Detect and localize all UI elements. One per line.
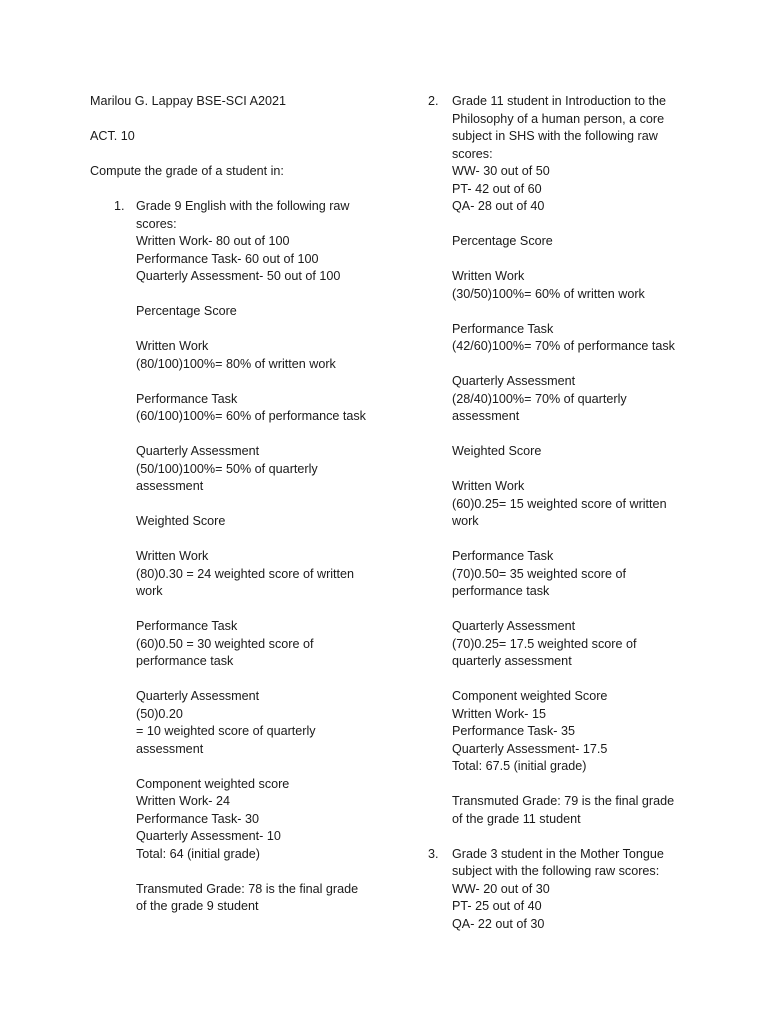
item2-qa-raw: QA- 28 out of 40 bbox=[452, 199, 545, 213]
item1-ww-label: Written Work bbox=[136, 339, 209, 353]
item3-ww-raw: WW- 20 out of 30 bbox=[452, 881, 550, 896]
item1-pt-w-label: Performance Task bbox=[136, 619, 238, 633]
item2-pt-raw: PT- 42 out of 60 bbox=[452, 181, 542, 196]
item1-ww-pct: (80/100)100%= 80% of written work bbox=[136, 356, 336, 371]
item1-qa-w-label: Quarterly Assessment bbox=[136, 689, 260, 703]
item1-comp-pt: Performance Task- 30 bbox=[136, 811, 259, 826]
item2-weighted-heading: Weighted Score bbox=[452, 444, 542, 458]
item2-comp-qa: Quarterly Assessment- 17.5 bbox=[452, 741, 608, 756]
item1-transmuted: Transmuted Grade: 78 is the final grade of the grade 9 student bbox=[136, 881, 359, 913]
item1-comp-qa: Quarterly Assessment- 10 bbox=[136, 829, 281, 843]
item1-qa-w-1: (50)0.20 bbox=[136, 706, 183, 721]
item3-qa-raw: QA- 22 out of 30 bbox=[452, 916, 545, 931]
item2-ww-raw: WW- 30 out of 50 bbox=[452, 164, 550, 178]
item1-comp-ww: Written Work- 24 bbox=[136, 794, 231, 808]
item2-pt-w-label: Performance Task bbox=[452, 549, 554, 563]
item2-ww-w-label: Written Work bbox=[452, 479, 525, 493]
item1-ww-w: (80)0.30 = 24 weighted score of written work bbox=[136, 566, 355, 598]
item2-comp-pt: Performance Task- 35 bbox=[452, 724, 575, 738]
item2-pt-pct: (42/60)100%= 70% of performance task bbox=[452, 339, 675, 353]
item1-weighted-heading: Weighted Score bbox=[136, 514, 226, 528]
item2-comp-heading: Component weighted Score bbox=[452, 689, 608, 703]
item1-intro: Grade 9 English with the following raw scores: bbox=[136, 199, 350, 231]
item1-comp-total: Total: 64 (initial grade) bbox=[136, 846, 260, 861]
item2-percentage-heading: Percentage Score bbox=[452, 234, 553, 248]
item2-ww-pct: (30/50)100%= 60% of written work bbox=[452, 286, 645, 301]
left-column bbox=[90, 93, 370, 916]
item2-qa-w-label: Quarterly Assessment bbox=[452, 619, 576, 633]
item1-qa-pct: (50/100)100%= 50% of quarterly assessment bbox=[136, 461, 318, 493]
right-column bbox=[428, 93, 688, 933]
item1-qa-w-2: = 10 weighted score of quarterly assessment bbox=[136, 724, 316, 756]
item2-transmuted: Transmuted Grade: 79 is the final grade of the grade 11 student bbox=[452, 794, 675, 826]
item3-intro: Grade 3 student in the Mother Tongue subject with the following raw scores: bbox=[452, 846, 664, 878]
instruction-text: Compute the grade of a student in: bbox=[90, 164, 284, 178]
item1-pt-label: Performance Task bbox=[136, 391, 238, 406]
item1-ww-w-label: Written Work bbox=[136, 549, 209, 563]
item1-pt-raw: Performance Task- 60 out of 100 bbox=[136, 251, 319, 266]
item2-intro: Grade 11 student in Introduction to the Philosophy of a human person, a core subject in SHS with the following raw scores: bbox=[452, 94, 667, 161]
item1-pt-w: (60)0.50 = 30 weighted score of performance task bbox=[136, 636, 314, 668]
item2-pt-label: Performance Task bbox=[452, 321, 554, 336]
item1-percentage-heading: Percentage Score bbox=[136, 304, 237, 318]
list-number: 2. bbox=[428, 94, 439, 108]
item2-ww-label: Written Work bbox=[452, 269, 525, 283]
item2-qa-w: (70)0.25= 17.5 weighted score of quarterly assessment bbox=[452, 636, 637, 668]
item1-pt-pct: (60/100)100%= 60% of performance task bbox=[136, 409, 366, 423]
item1-qa-label: Quarterly Assessment bbox=[136, 444, 260, 458]
activity-title: ACT. 10 bbox=[90, 129, 135, 143]
item2-comp-total: Total: 67.5 (initial grade) bbox=[452, 759, 587, 773]
item2-ww-w: (60)0.25= 15 weighted score of written work bbox=[452, 496, 667, 528]
item2-comp-ww: Written Work- 15 bbox=[452, 706, 547, 721]
item3-pt-raw: PT- 25 out of 40 bbox=[452, 899, 542, 913]
list-number: 1. bbox=[114, 199, 125, 213]
item2-pt-w: (70)0.50= 35 weighted score of performance task bbox=[452, 566, 626, 598]
list-item-1 bbox=[90, 198, 370, 916]
author-line: Marilou G. Lappay BSE-SCI A2021 bbox=[90, 94, 287, 108]
item2-qa-label: Quarterly Assessment bbox=[452, 374, 576, 388]
list-item-3 bbox=[428, 846, 688, 934]
item1-qa-raw: Quarterly Assessment- 50 out of 100 bbox=[136, 269, 341, 283]
list-item-2 bbox=[428, 93, 688, 828]
item1-comp-heading: Component weighted score bbox=[136, 776, 290, 791]
list-number: 3. bbox=[428, 846, 439, 861]
item2-qa-pct: (28/40)100%= 70% of quarterly assessment bbox=[452, 391, 627, 423]
item1-ww-raw: Written Work- 80 out of 100 bbox=[136, 234, 290, 248]
